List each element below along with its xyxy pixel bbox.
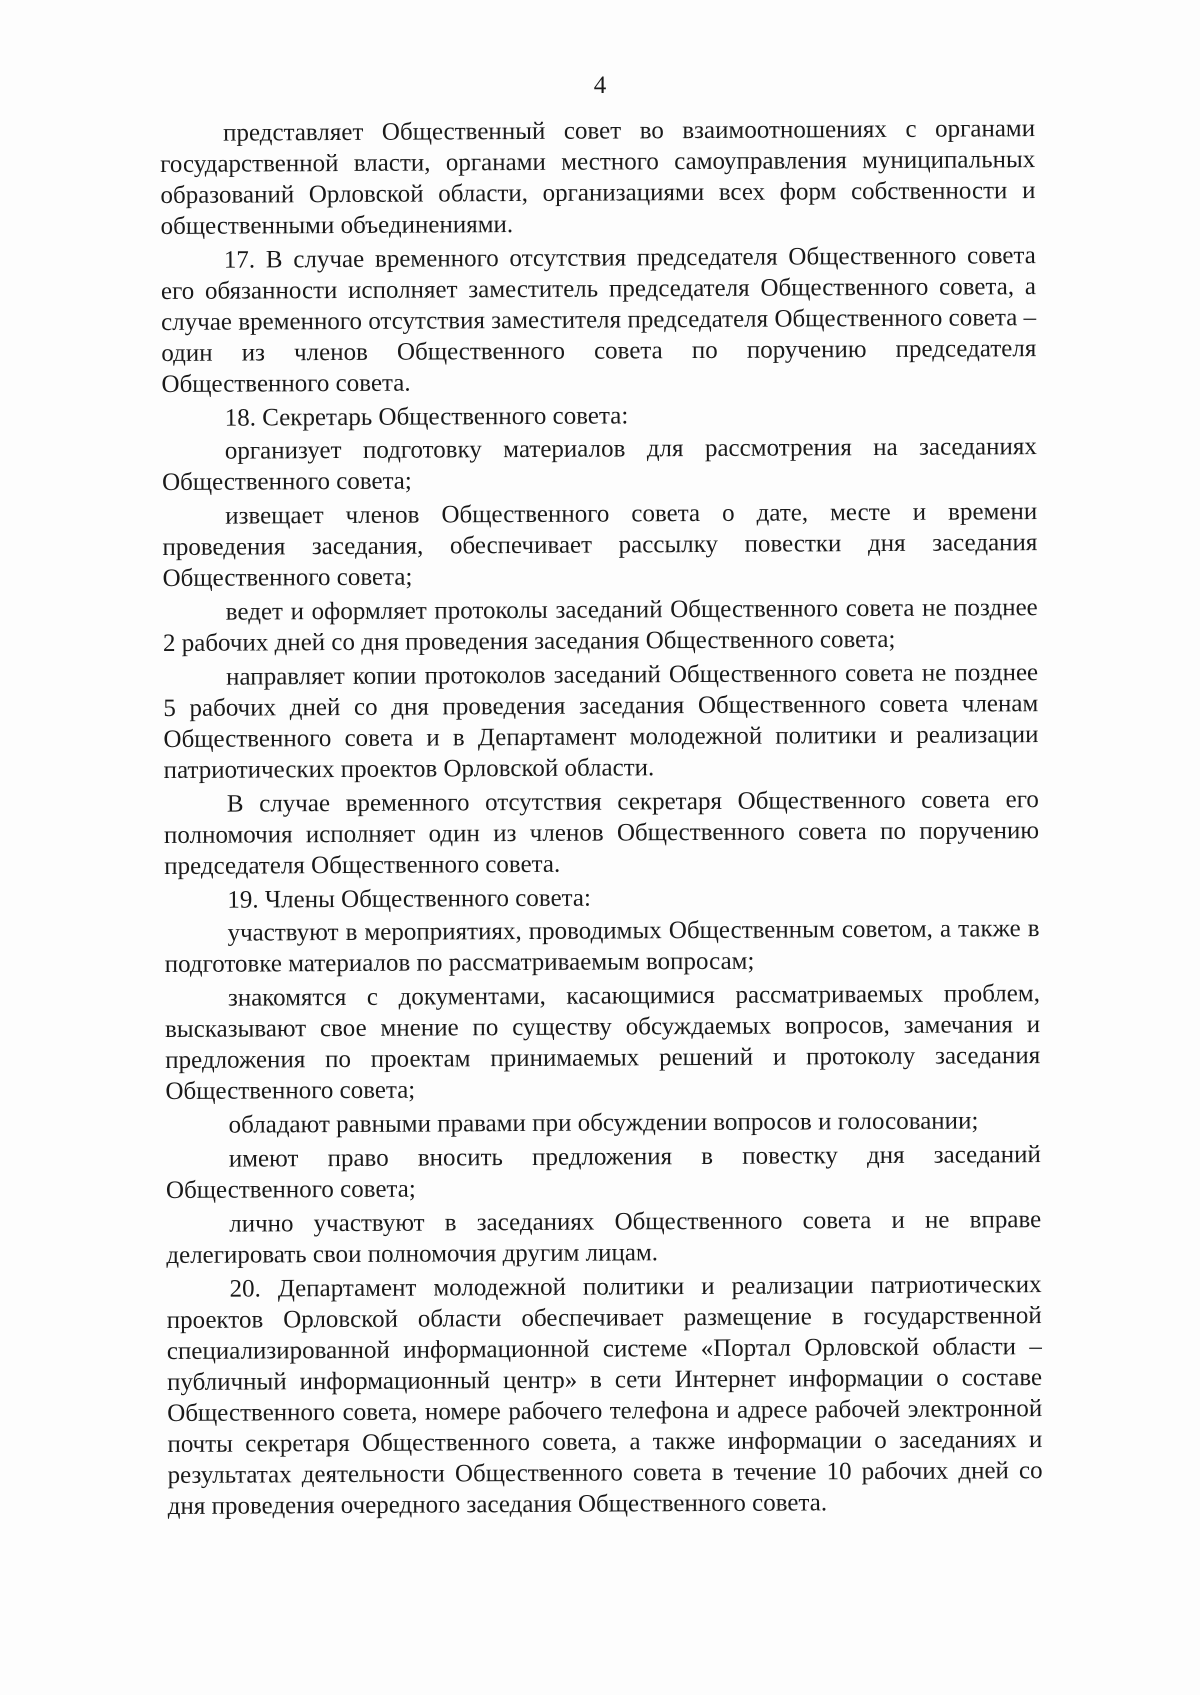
list-item-members-5: лично участвуют в заседаниях Общественного совета и не вправе делегировать свои полномочия другим лицам. bbox=[166, 1206, 1042, 1269]
list-item-secretary-1: организует подготовку материалов для рассмотрения на заседаниях Общественного совета; bbox=[161, 433, 1037, 496]
page-number: 4 bbox=[593, 72, 607, 99]
paragraph-20: 20. Департамент молодежной политики и реализации патриотических проектов Орловской области обеспечивает размещение в государственной специализированной информационной системе «Портал Орловской области – публичный информационный центр» в сети Интернет информации о составе Общественного совета, номере рабочего телефона и адресе рабочей электронной почты секретаря Общественного совета, а также информации о заседаниях и результатах деятельности Общественного совета в течение 10 рабочих дней со дня проведения очередного заседания Общественного совета. bbox=[166, 1271, 1043, 1520]
list-item-members-4: имеют право вносить предложения в повестку дня заседаний Общественного совета; bbox=[165, 1141, 1041, 1204]
list-item-secretary-3: ведет и оформляет протоколы заседаний Общественного совета не позднее 2 рабочих дней со дня проведения заседания Общественного совета; bbox=[162, 594, 1038, 657]
list-item-secretary-4: направляет копии протоколов заседаний Общественного совета не позднее 5 рабочих дней со дня проведения заседания Общественного совета членам Общественного совета и в Департамент молодежной политики и реализации патриотических проектов Орловской области. bbox=[163, 659, 1039, 784]
paragraph-18-heading: 18. Секретарь Общественного совета: bbox=[224, 402, 629, 432]
list-item-secretary-2: извещает членов Общественного совета о дате, месте и времени проведения заседания, обеспечивает рассылку повестки дня заседания Общественного совета; bbox=[162, 498, 1038, 592]
paragraph-secretary-absence: В случае временного отсутствия секретаря Общественного совета его полномочия исполняет один из членов Общественного совета по поручению председателя Общественного совета. bbox=[163, 786, 1040, 880]
paragraph-17: 17. В случае временного отсутствия председателя Общественного совета его обязанности исполняет заместитель председателя Общественного совета, а случае временного отсутствия заместителя председателя Общественного совета – один из членов Общественного совета по поручению председателя Общественного совета. bbox=[160, 242, 1037, 398]
paragraph-continuation: представляет Общественный совет во взаимоотношениях с органами государственной власти, органами местного самоуправления муниципальных образований Орловской области, организациями всех форм собственности и общественными объединениями. bbox=[160, 115, 1036, 240]
list-item-members-1: участвуют в мероприятиях, проводимых Общественным советом, а также в подготовке материалов по рассматриваемым вопросам; bbox=[164, 915, 1040, 978]
paragraph-19-heading: 19. Члены Общественного совета: bbox=[227, 884, 591, 914]
list-item-members-2: знакомятся с документами, касающимися рассматриваемых проблем, высказывают свое мнение по существу обсуждаемых вопросов, замечания и предложения по проектам принимаемых решений и протоколу заседания Общественного совета; bbox=[165, 980, 1041, 1105]
list-item-members-3: обладают равными правами при обсуждении вопросов и голосовании; bbox=[228, 1107, 979, 1139]
document-body bbox=[160, 113, 1043, 1525]
